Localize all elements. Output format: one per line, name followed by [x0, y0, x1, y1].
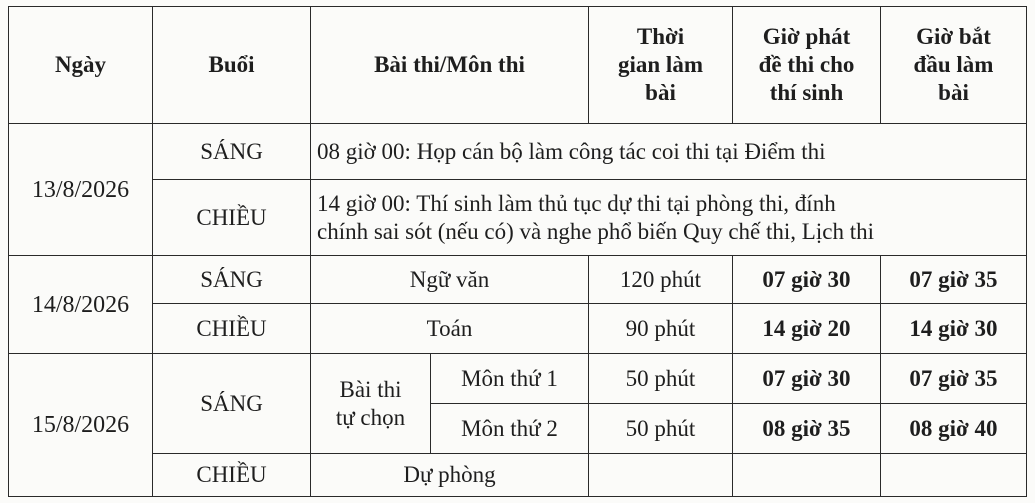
duration: 90 phút — [589, 304, 733, 354]
header-thoi-gian — [589, 7, 733, 124]
header-thoi-gian-line-2: gian làm — [618, 52, 703, 77]
note-thu-tuc-line-2: chính sai sót (nếu có) và nghe phổ biến Quy chế thi, Lịch thi — [317, 218, 874, 244]
empty-cell — [589, 454, 733, 497]
start-time: 07 giờ 35 — [881, 354, 1027, 404]
start-time: 08 giờ 40 — [881, 404, 1027, 454]
session-chieu: CHIỀU — [153, 180, 311, 256]
session-chieu: CHIỀU — [153, 304, 311, 354]
note-thu-tuc-line-1: 14 giờ 00: Thí sinh làm thủ tục dự thi tại phòng thi, đính — [317, 190, 836, 216]
session-sang: SÁNG — [153, 256, 311, 304]
header-bai-thi: Bài thi/Môn thi — [311, 7, 589, 124]
header-gio-phat-line-3: thí sinh — [769, 80, 844, 105]
duration: 120 phút — [589, 256, 733, 304]
header-gio-bat-dau-line-2: đầu làm — [913, 52, 994, 77]
table-row — [9, 124, 1027, 180]
table-row — [9, 454, 1027, 497]
distribute-time: 08 giờ 35 — [733, 404, 881, 454]
header-thoi-gian-line-1: Thời — [636, 24, 685, 49]
subject-ngu-van: Ngữ văn — [311, 256, 589, 304]
start-time: 07 giờ 35 — [881, 256, 1027, 304]
date-13-8: 13/8/2026 — [9, 124, 153, 256]
subject-mon-thu-1: Môn thứ 1 — [431, 354, 589, 404]
distribute-time: 07 giờ 30 — [733, 354, 881, 404]
table-row — [9, 354, 1027, 404]
distribute-time: 14 giờ 20 — [733, 304, 881, 354]
header-gio-bat-dau-line-3: bài — [938, 80, 969, 105]
header-gio-bat-dau-line-1: Giờ bắt — [916, 24, 991, 49]
subject-toan: Toán — [311, 304, 589, 354]
duration: 50 phút — [589, 404, 733, 454]
table-row — [9, 304, 1027, 354]
subject-mon-thu-2: Môn thứ 2 — [431, 404, 589, 454]
session-sang: SÁNG — [153, 124, 311, 180]
date-14-8: 14/8/2026 — [9, 256, 153, 354]
header-gio-bat-dau — [881, 7, 1027, 124]
header-row — [9, 7, 1027, 124]
exam-schedule-table — [8, 6, 1027, 497]
header-gio-phat-line-1: Giờ phát — [762, 24, 851, 49]
empty-cell — [881, 454, 1027, 497]
header-gio-phat-line-2: đề thi cho — [758, 52, 855, 77]
empty-cell — [733, 454, 881, 497]
start-time: 14 giờ 30 — [881, 304, 1027, 354]
table-row — [9, 256, 1027, 304]
distribute-time: 07 giờ 30 — [733, 256, 881, 304]
note-hop-can-bo: 08 giờ 00: Họp cán bộ làm công tác coi thi tại Điểm thi — [311, 124, 1027, 180]
duration: 50 phút — [589, 354, 733, 404]
header-ngay: Ngày — [9, 7, 153, 124]
subject-du-phong: Dự phòng — [311, 454, 589, 497]
session-chieu: CHIỀU — [153, 454, 311, 497]
session-sang: SÁNG — [153, 354, 311, 454]
table-row — [9, 180, 1027, 256]
elective-line-2: tự chọn — [335, 404, 406, 430]
header-buoi: Buổi — [153, 7, 311, 124]
date-15-8: 15/8/2026 — [9, 354, 153, 497]
elective-line-1: Bài thi — [339, 376, 402, 402]
header-thoi-gian-line-3: bài — [645, 80, 676, 105]
header-gio-phat-de — [733, 7, 881, 124]
note-thu-tuc-du-thi — [311, 180, 1027, 256]
elective-exam — [311, 354, 431, 454]
